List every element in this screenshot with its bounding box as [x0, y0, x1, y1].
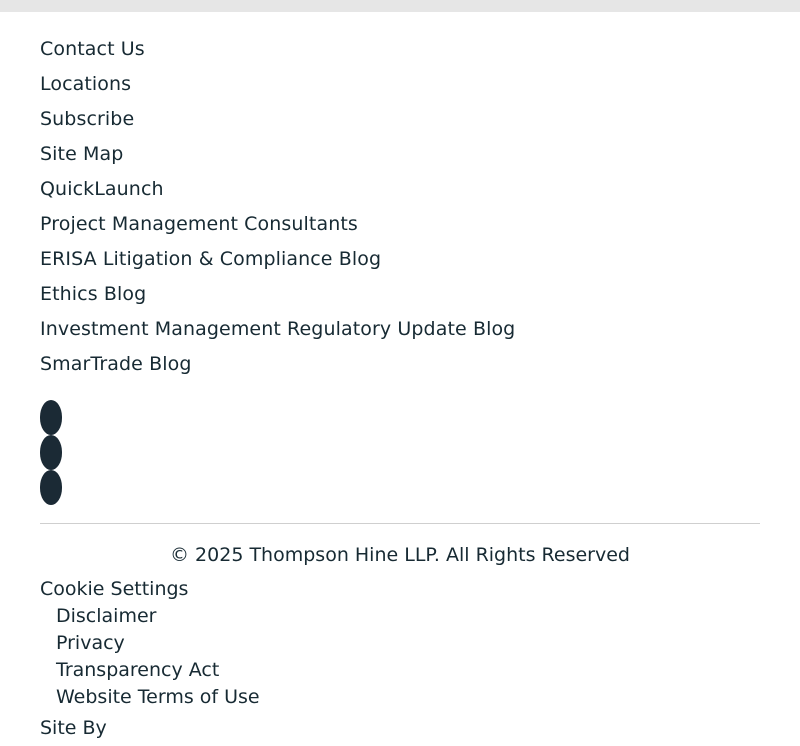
list-item — [40, 207, 800, 242]
list-item — [40, 102, 800, 137]
legal-row-privacy — [40, 630, 800, 657]
footer-nav-list — [0, 32, 800, 382]
legal-link-privacy[interactable]: Privacy — [56, 632, 125, 654]
footer-link-site-map[interactable]: Site Map — [40, 143, 124, 165]
list-item — [40, 32, 800, 67]
list-item — [40, 137, 800, 172]
legal-link-disclaimer[interactable]: Disclaimer — [56, 605, 157, 627]
list-item — [40, 347, 800, 382]
footer-link-subscribe[interactable]: Subscribe — [40, 108, 135, 130]
legal-links-group — [0, 570, 800, 711]
social-link-icon-3[interactable] — [40, 470, 62, 505]
footer-link-locations[interactable]: Locations — [40, 73, 132, 95]
list-item — [40, 172, 800, 207]
legal-row-website-terms-of-use — [40, 684, 800, 711]
social-icon-list — [0, 382, 800, 505]
legal-row-transparency-act — [40, 657, 800, 684]
legal-link-transparency-act[interactable]: Transparency Act — [56, 659, 220, 681]
list-item — [40, 67, 800, 102]
legal-row-disclaimer — [40, 603, 800, 630]
site-footer — [0, 12, 800, 742]
list-item — [40, 277, 800, 312]
footer-link-ethics-blog[interactable]: Ethics Blog — [40, 283, 147, 305]
social-link-icon-2[interactable] — [40, 435, 62, 470]
social-link-icon-1[interactable] — [40, 400, 62, 435]
footer-link-quicklaunch[interactable]: QuickLaunch — [40, 178, 164, 200]
footer-link-smartrade-blog[interactable]: SmarTrade Blog — [40, 353, 192, 375]
legal-link-website-terms-of-use[interactable]: Website Terms of Use — [56, 686, 260, 708]
cookie-settings-row — [40, 576, 800, 603]
page-top-strip — [0, 0, 800, 12]
list-item — [40, 242, 800, 277]
site-by-text: Site By — [40, 717, 107, 739]
list-item — [40, 312, 800, 347]
footer-link-investment-management-regulatory-update-blog[interactable]: Investment Management Regulatory Update Blog — [40, 318, 516, 340]
copyright-text: © 2025 Thompson Hine LLP. All Rights Reserved — [170, 544, 630, 566]
footer-link-erisa-litigation-compliance-blog[interactable]: ERISA Litigation & Compliance Blog — [40, 248, 382, 270]
footer-link-contact-us[interactable]: Contact Us — [40, 38, 145, 60]
footer-link-project-management-consultants[interactable]: Project Management Consultants — [40, 213, 358, 235]
cookie-settings-button[interactable]: Cookie Settings — [40, 578, 189, 600]
